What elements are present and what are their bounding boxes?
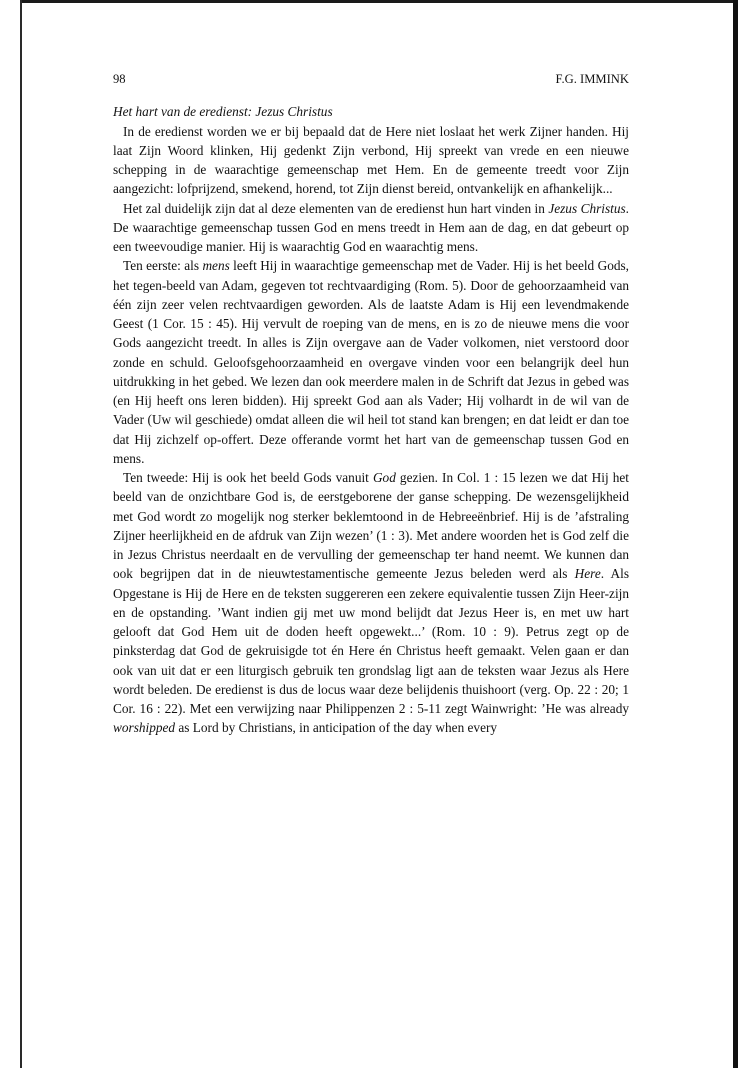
emphasis-god: God [372,470,396,485]
emphasis-mens: mens [202,258,230,274]
text-run: Het zal duidelijk zijn dat al deze elementen van de eredienst hun hart vinden in [123,200,549,216]
text-run: Ten tweede: Hij is ook het beeld Gods vanuit [123,470,373,485]
scan-edge-left [20,0,22,1068]
text-run: . Als Opgestane is Hij de Here en de teksten suggereren een zekere equivalentie tussen Zijn Heer-zijn en de opstanding. ’Want indien gij met uw mond belijdt dat Jezus Heer is, en met uw hart gelooft dat God Hem uit de doden heeft opgewekt...’ (Rom. 10 : 9). Petrus zegt op de pinksterdag dat God de gekruisigde tot én Here én Christus heeft gemaakt. Velen gaan er dan ook van uit dat er een liturgisch gebruik ten grondslag ligt aan de teksten waar Jezus als Here wordt beleden. De eredienst is dus de locus waar deze belijdenis thuishoort (verg. Op. 22 : 20; 1 Cor. 16 : 22). Met een verwijzing naar Philippenzen 2 : 5-11 zegt Wainwright: ’He was already [113,566,629,716]
paragraph-2 [113,199,629,257]
running-head [113,70,629,89]
emphasis-worshipped: worshipped [113,720,176,736]
text-run: In de eredienst worden we er bij bepaald dat de Here niet loslaat het werk Zijner handen. Hij laat Zijn Woord klinken, Hij gedenkt Zijn verbond, Hij spreekt van vrede en een nieuwe schepping in de waarachtige gemeenschap met Hem. En de gemeente treedt voor Zijn aangezicht: lofprijzend, smekend, horend, tot Zijn dienst bereid, ontvankelijk en afhankelijk... [113,123,629,197]
book-page [113,70,629,738]
text-run: gezien. In Col. 1 : 15 lezen we dat Hij het beeld van de onzichtbare God is, de eerstgeborene der ganse schepping. De wezensgelijkheid met God wordt zo mogelijk nog sterker beklemtoond in de Hebreeënbrief. Hij is de ’afstraling Zijner heerlijkheid en de afdruk van Zijn wezen’ (1 : 3). Met andere woorden het is God zelf die in Jezus Christus neerdaalt en de vervulling der gemeenschap ter hand neemt. We kunnen dan ook begrijpen dat in de nieuwtestamentische gemeente Jezus beleden werd als [113,470,629,582]
section-heading: Het hart van de eredienst: Jezus Christus [113,104,333,120]
paragraph-3 [113,256,629,468]
paragraph-1 [113,122,629,199]
page-number: 98 [113,72,126,86]
scan-edge-right [733,0,738,1068]
text-run: . De waarachtige gemeenschap tussen God en mens treedt in Hem aan de dag, en dat gebeurt op een tweevoudige manier. Hij is waarachtig God en waarachtig mens. [113,200,629,254]
running-head-author: F.G. IMMINK [555,72,629,86]
text-run: Ten eerste: als [123,258,203,274]
paragraph-4 [113,468,629,738]
text-run: as Lord by Christians, in anticipation of the day when every [175,720,498,736]
emphasis-here: Here [574,566,601,582]
scan-edge-top [20,0,738,3]
text-run: leeft Hij in waarachtige gemeenschap met de Vader. Hij is het beeld Gods, het tegen-beeld van Adam, gegeven tot rechtvaardiging (Rom. 5). Door de gehoorzaamheid van één zijn zeer velen rechtvaardigen geworden. Als de laatste Adam is Hij een levendmakende Geest (1 Cor. 15 : 45). Hij vervult de roeping van de mens, en is zo de nieuwe mens die voor Gods aangezicht treedt. In alles is Zijn overgave aan de Vader volkomen, niet verstoord door zonde en schuld. Geloofsgehoorzaamheid en overgave vinden voor een belangrijk deel hun uitdrukking in het gebed. We lezen dan ook meerdere malen in de Schrift dat Jezus in gebed was (en Hij heeft ons leren bidden). Hij spreekt God aan als Vader; Hij volhardt in de wil van de Vader (Uw wil geschiede) omdat alleen die wil heil tot stand kan brengen; en dat leidt er dan toe dat Hij zichzelf op-offert. Deze offerande vormt het hart van de gemeenschap tussen God en mens. [113,258,629,466]
emphasis-jezus-christus: Jezus Christus [548,200,626,216]
